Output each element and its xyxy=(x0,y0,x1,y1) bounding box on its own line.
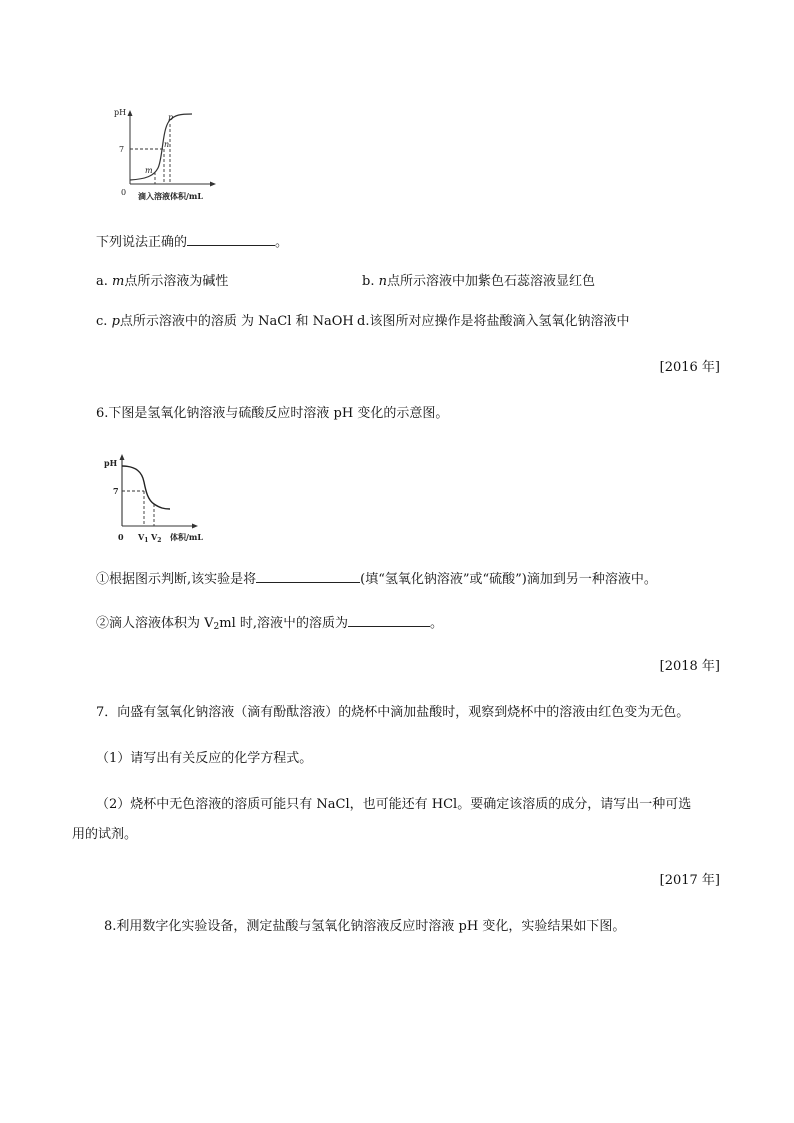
y-axis-arrow xyxy=(120,454,125,460)
titration-curve-figure xyxy=(108,100,228,208)
q5-option-b: b. n点所示溶液中加紫色石蕊溶液显红色 xyxy=(362,274,595,289)
y-axis-label: pH xyxy=(114,108,127,117)
origin-label: 0 xyxy=(121,188,127,197)
v1-label: $V_1$ xyxy=(138,532,149,544)
ph-curve xyxy=(122,466,170,509)
q7-part2-line1: （2）烧杯中无色溶液的溶质可能只有 NaCl，也可能还有 HCl。要确定该溶质的成分，请写出一种可选 xyxy=(96,797,692,812)
y-tick-7: 7 xyxy=(113,486,119,496)
v2-label: $V_2$ xyxy=(151,532,162,544)
q6-part2-blank[interactable] xyxy=(348,614,430,627)
x-axis-arrow xyxy=(192,524,198,529)
q6-title: 6.下图是氢氧化钠溶液与硫酸反应时溶液 pH 变化的示意图。 xyxy=(96,406,449,421)
point-n-label: n xyxy=(164,140,170,149)
q7-part1: （1）请写出有关反应的化学方程式。 xyxy=(96,751,313,766)
y-tick-7: 7 xyxy=(119,145,125,154)
q5-option-d: d.该图所对应操作是将盐酸滴入氢氧化钠溶液中 xyxy=(357,314,630,329)
neutralization-curve-figure xyxy=(98,446,222,550)
y-axis-arrow xyxy=(128,110,133,116)
q5-option-a: a. m点所示溶液为碱性 xyxy=(96,274,229,289)
q8-title: 8.利用数字化实验设备，测定盐酸与氢氧化钠溶液反应时溶液 pH 变化，实验结果如下图。 xyxy=(104,919,626,934)
q5-prompt: 下列说法正确的 。 xyxy=(96,235,289,250)
q5-year-tag: [2016 年] xyxy=(659,360,720,375)
q7-year-tag: [2017 年] xyxy=(659,873,720,888)
ph-curve xyxy=(130,114,192,180)
q7-title: 7．向盛有氢氧化钠溶液（滴有酚酞溶液）的烧杯中滴加盐酸时，观察到烧杯中的溶液由红色变为无色。 xyxy=(96,705,690,720)
x-axis-label: 滴入溶液体积/mL xyxy=(138,191,204,201)
origin-label: 0 xyxy=(118,532,124,542)
q6-part1: ①根据图示判断,该实验是将 (填“氢氧化钠溶液”或“硫酸”)滴加到另一种溶液中。 xyxy=(96,572,657,587)
q6-part1-blank[interactable] xyxy=(256,570,360,583)
point-m-label: m xyxy=(145,166,153,175)
x-axis-arrow xyxy=(210,182,216,187)
x-axis-label: 体积/mL xyxy=(170,532,204,542)
q5-answer-blank[interactable] xyxy=(187,233,275,246)
q5-option-c: c. p点所示溶液中的溶质 为 NaCl 和 NaOH xyxy=(96,314,354,329)
point-p-label: p xyxy=(168,113,174,122)
q6-part2: ②滴人溶液体积为 $V_2ml$ 时,溶液屮的溶质为 。 xyxy=(96,616,444,632)
q6-year-tag: [2018 年] xyxy=(659,659,720,674)
y-axis-label: pH xyxy=(104,458,118,468)
q7-part2-line2: 用的试剂。 xyxy=(72,827,138,842)
